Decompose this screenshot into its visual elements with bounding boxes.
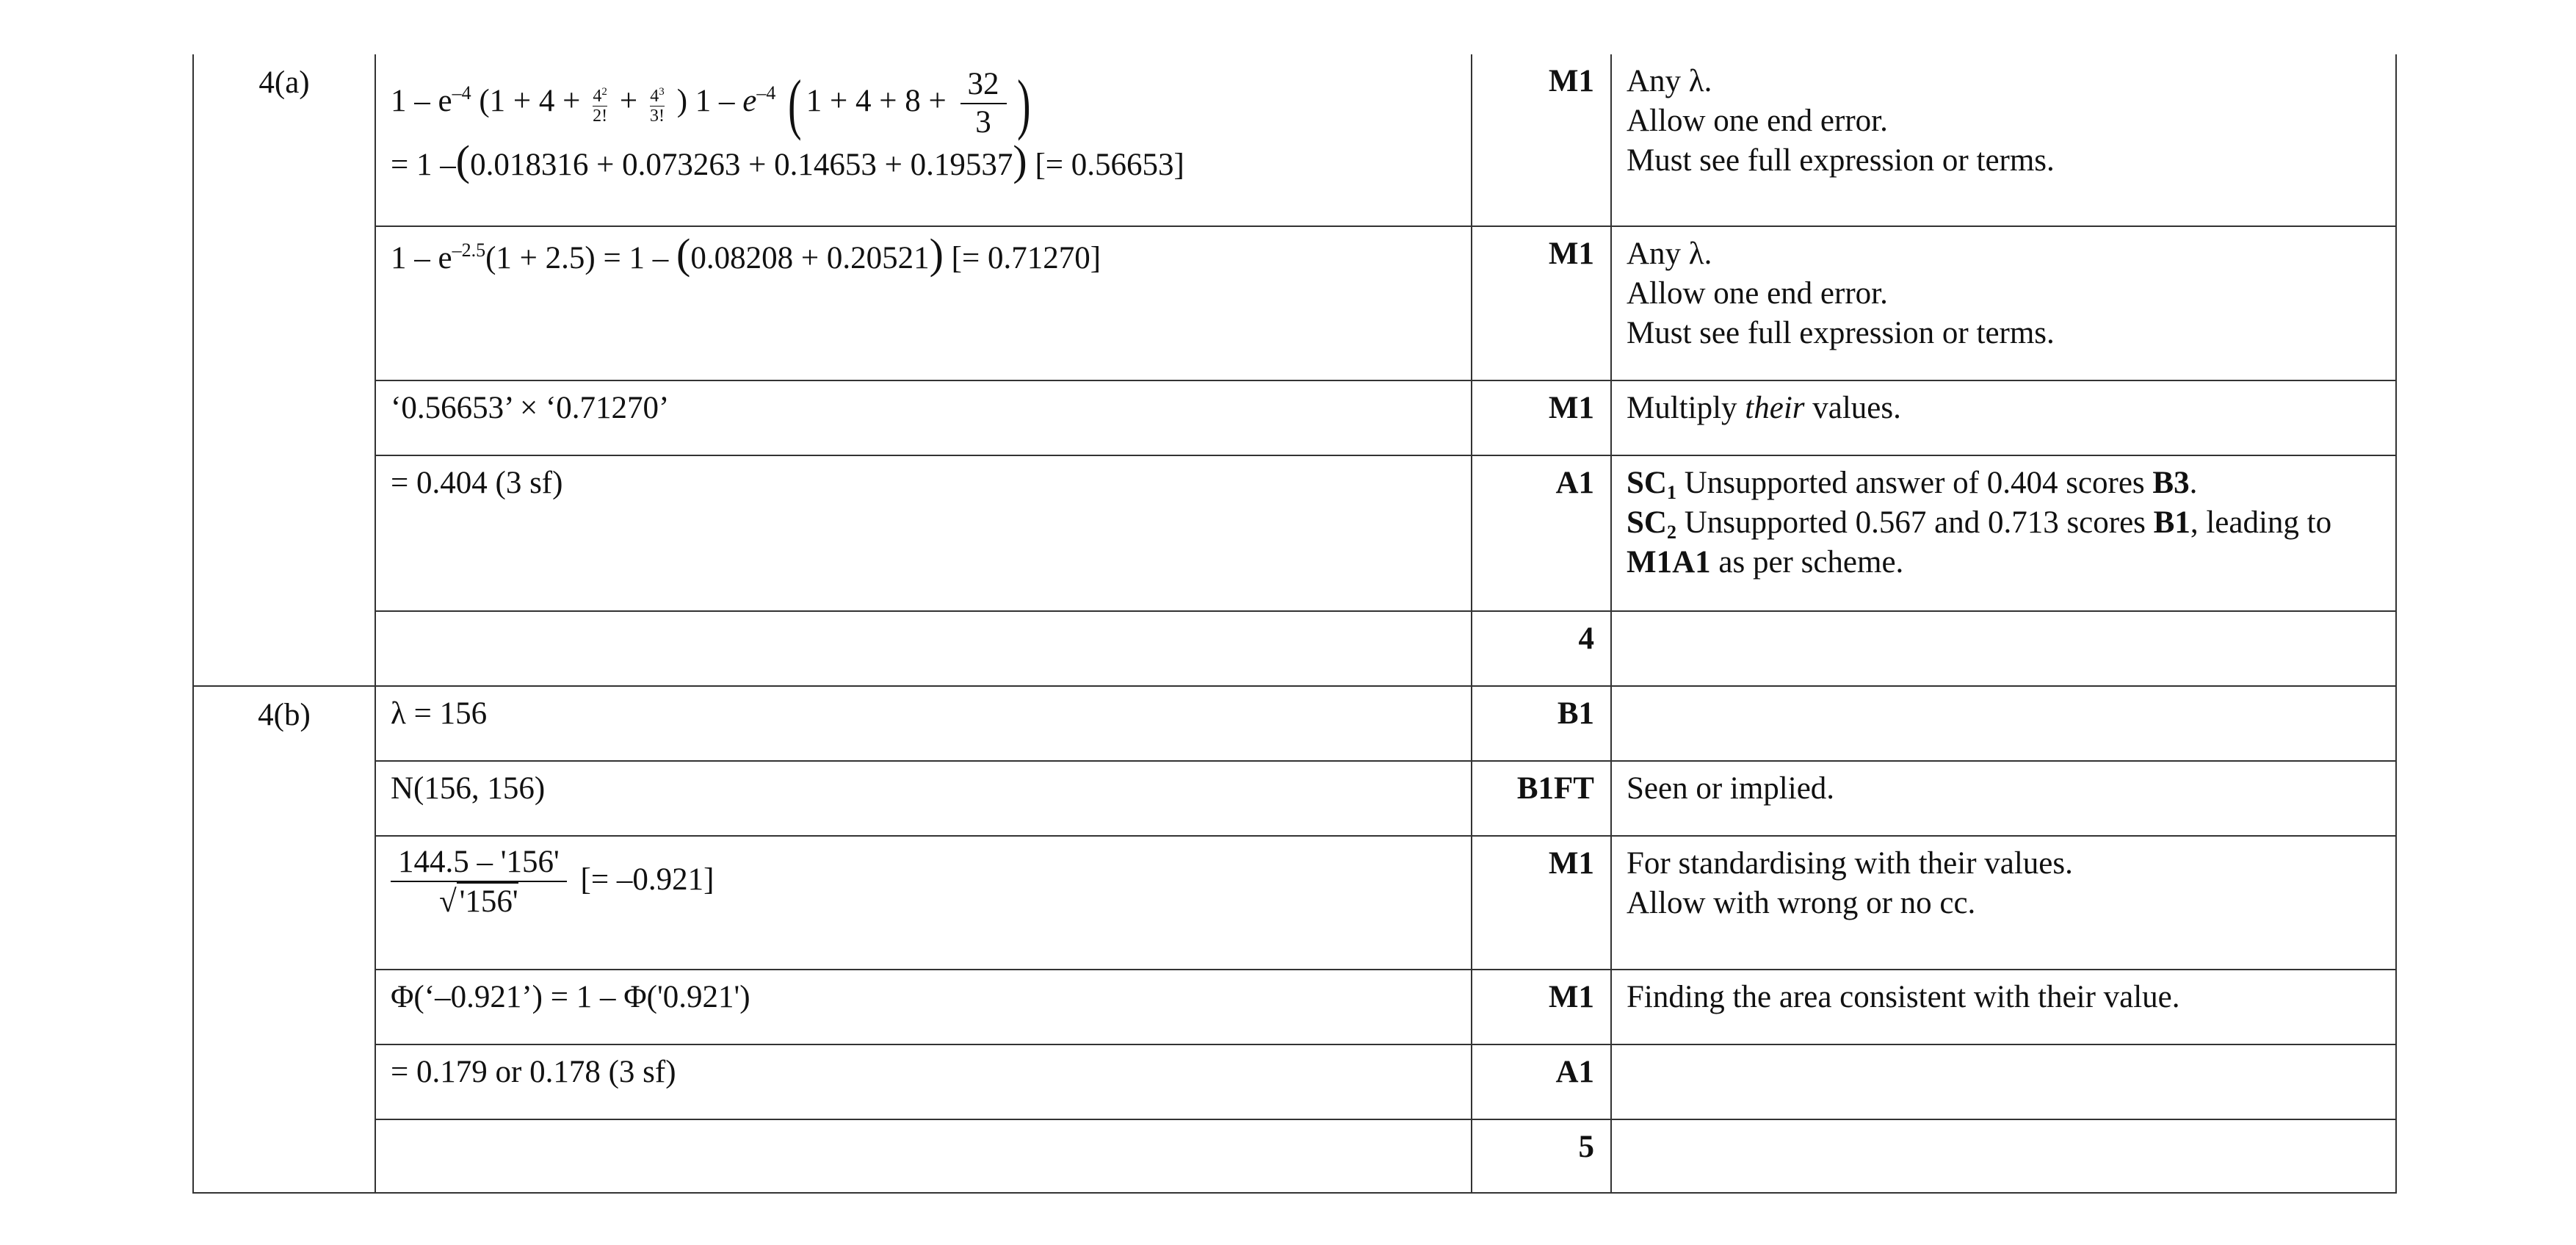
answer-cell: = 0.404 (3 sf) [375,455,1472,611]
answer-line-1: $1 - e^{-4}$ (1 + 4 + $\frac{4^2}{2!}$ + $\frac{4^3}{3!}$ ) $1 - e^{-4}$ ( 1 + 4 + 8 + $\frac{32}{3}$ ) [391,66,1031,141]
table-row [193,970,2396,1044]
answer-cell: = 0.179 or 0.178 (3 sf) [375,1044,1472,1119]
answer-cell: Φ(‘–0.921’) = 1 – Φ('0.921') [375,970,1472,1044]
answer-cell [375,1119,1472,1193]
answer-cell: $1 - e^{-2.5}(1 + 2.5) = 1 - (0.08208 + 0.20521)$ [= 0.71270] [375,226,1472,380]
question-label-4a: 4(a) [193,54,375,686]
table-row [193,1044,2396,1119]
table-row [193,761,2396,836]
answer-line-2: = 1 –(0.018316 + 0.073263 + 0.14653 + 0.19537) [= 0.56653] [391,137,1184,184]
guidance-cell: Seen or implied. [1611,761,2396,836]
answer-cell [375,54,1472,226]
table-row [193,380,2396,455]
mark-cell: M1 [1472,836,1611,970]
guidance-cell [1611,1044,2396,1119]
table-row [193,1119,2396,1193]
total-marks-4a: 4 [1472,611,1611,686]
answer-cell: ‘0.56653’ × ‘0.71270’ [375,380,1472,455]
mark-scheme-table [192,54,2397,1194]
guidance-cell [1611,611,2396,686]
question-label-4b: 4(b) [193,686,375,1193]
guidance-cell: Multiply their values. [1611,380,2396,455]
mark-cell: A1 [1472,1044,1611,1119]
special-case-2: $SC_2$ Unsupported 0.567 and 0.713 scores B1, leading to M1A1 as per scheme. [1627,505,2332,580]
guidance-cell: Any λ. Allow one end error. Must see full expression or terms. [1611,226,2396,380]
fraction-4sq-over-2fact: $\frac{4^2}{2!}$ [593,82,607,126]
answer-cell: N(156, 156) [375,761,1472,836]
table-row [193,455,2396,611]
mark-cell: M1 [1472,54,1611,226]
guidance-cell: Finding the area consistent with their value. [1611,970,2396,1044]
answer-cell [375,611,1472,686]
table-row [193,54,2396,226]
mark-cell: B1FT [1472,761,1611,836]
guidance-cell [1611,455,2396,611]
fraction-32-over-3: $\frac{32}{3}$ [960,66,1007,141]
table-row [193,836,2396,970]
total-marks-4b: 5 [1472,1119,1611,1193]
answer-cell: λ = 156 [375,686,1472,761]
mark-cell: B1 [1472,686,1611,761]
fraction-4cube-over-3fact: $\frac{4^3}{3!}$ [650,82,665,126]
guidance-cell: Any λ. Allow one end error. Must see full expression or terms. [1611,54,2396,226]
standardising-fraction: $\frac{144.5 - '156'}{√'156'}$ [391,844,567,920]
guidance-cell [1611,1119,2396,1193]
table-row [193,686,2396,761]
mark-cell: M1 [1472,970,1611,1044]
answer-cell: $\frac{144.5 - '156'}{√'156'}$ [= –0.921] [375,836,1472,970]
guidance-cell [1611,686,2396,761]
mark-cell: M1 [1472,380,1611,455]
special-case-1: $SC_1$ Unsupported answer of 0.404 scores B3. [1627,466,2198,503]
table-row [193,611,2396,686]
mark-cell: A1 [1472,455,1611,611]
mark-cell: M1 [1472,226,1611,380]
table-row [193,226,2396,380]
guidance-cell: For standardising with their values. Allow with wrong or no cc. [1611,836,2396,970]
